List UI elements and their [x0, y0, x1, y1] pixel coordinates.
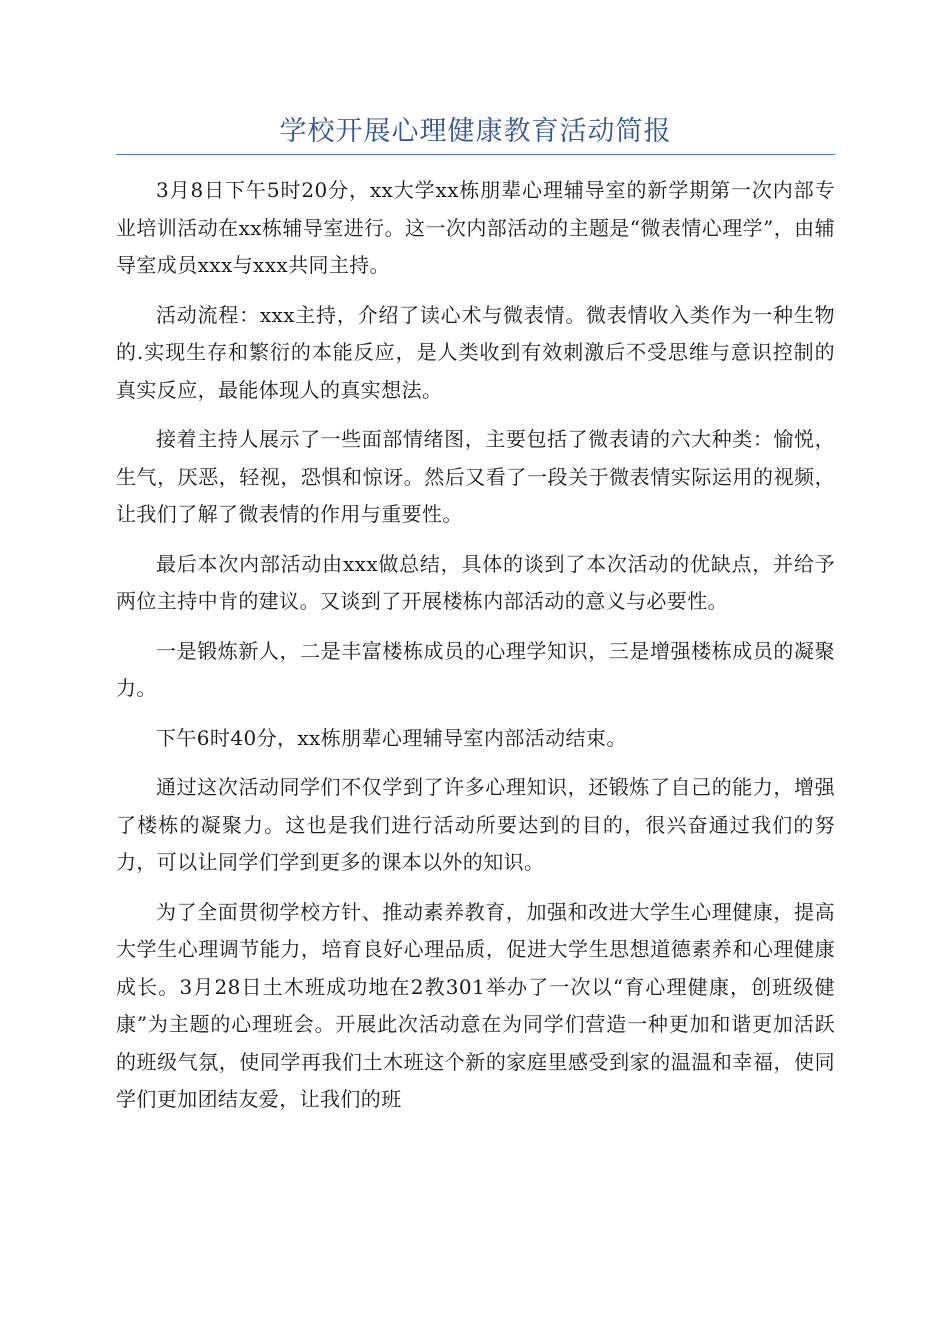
paragraph-2: 活动流程：xxx主持，介绍了读心术与微表情。微表情收入类作为一种生物的.实现生存和繁衍的本能反应，是人类收到有效刺激后不受思维与意识控制的真实反应，最能体现人的真实想法。 — [116, 302, 835, 402]
paragraph-1: 3月8日下午5时20分，xx大学xx栋朋辈心理辅导室的新学期第一次内部专业培训活动在xx栋辅导室进行。这一次内部活动的主题是“微表情心理学”，由辅导室成员xxx与xxx共同主持。 — [116, 178, 835, 277]
paragraph-4: 最后本次内部活动由xxx做总结，具体的谈到了本次活动的优缺点，并给予两位主持中肯的建议。又谈到了开展楼栋内部活动的意义与必要性。 — [116, 551, 835, 613]
paragraph-3: 接着主持人展示了一些面部情绪图，主要包括了微表请的六大种类：愉悦，生气，厌恶，轻视，恐惧和惊讶。然后又看了一段关于微表情实际运用的视频，让我们了解了微表情的作用与重要性。 — [116, 427, 835, 526]
title-underline — [116, 154, 835, 155]
paragraph-8: 为了全面贯彻学校方针、推动素养教育，加强和改进大学生心理健康，提高大学生心理调节能力，培育良好心理品质，促进大学生思想道德素养和心理健康成长。3月28日土木班成功地在2教301举办了一次以“育心理健康，创班级健康”为主题的心理班会。开展此次活动意在为同学们营造一种更加和谐更加活跃的班级气氛，使同学再我们土木班这个新的家庭里感受到家的温温和幸福，使同学们更加团结友爱，让我们的班 — [116, 899, 835, 1111]
document-title: 学校开展心理健康教育活动简报 — [279, 116, 672, 147]
document-body — [116, 172, 835, 1131]
paragraph-7: 通过这次活动同学们不仅学到了许多心理知识，还锻炼了自己的能力，增强了楼栋的凝聚力。这也是我们进行活动所要达到的目的，很兴奋通过我们的努力，可以让同学们学到更多的课本以外的知识。 — [116, 775, 835, 874]
paragraph-5: 一是锻炼新人，二是丰富楼栋成员的心理学知识，三是增强楼栋成员的凝聚力。 — [116, 638, 835, 700]
paragraph-6: 下午6时40分，xx栋朋辈心理辅导室内部活动结束。 — [156, 725, 627, 750]
